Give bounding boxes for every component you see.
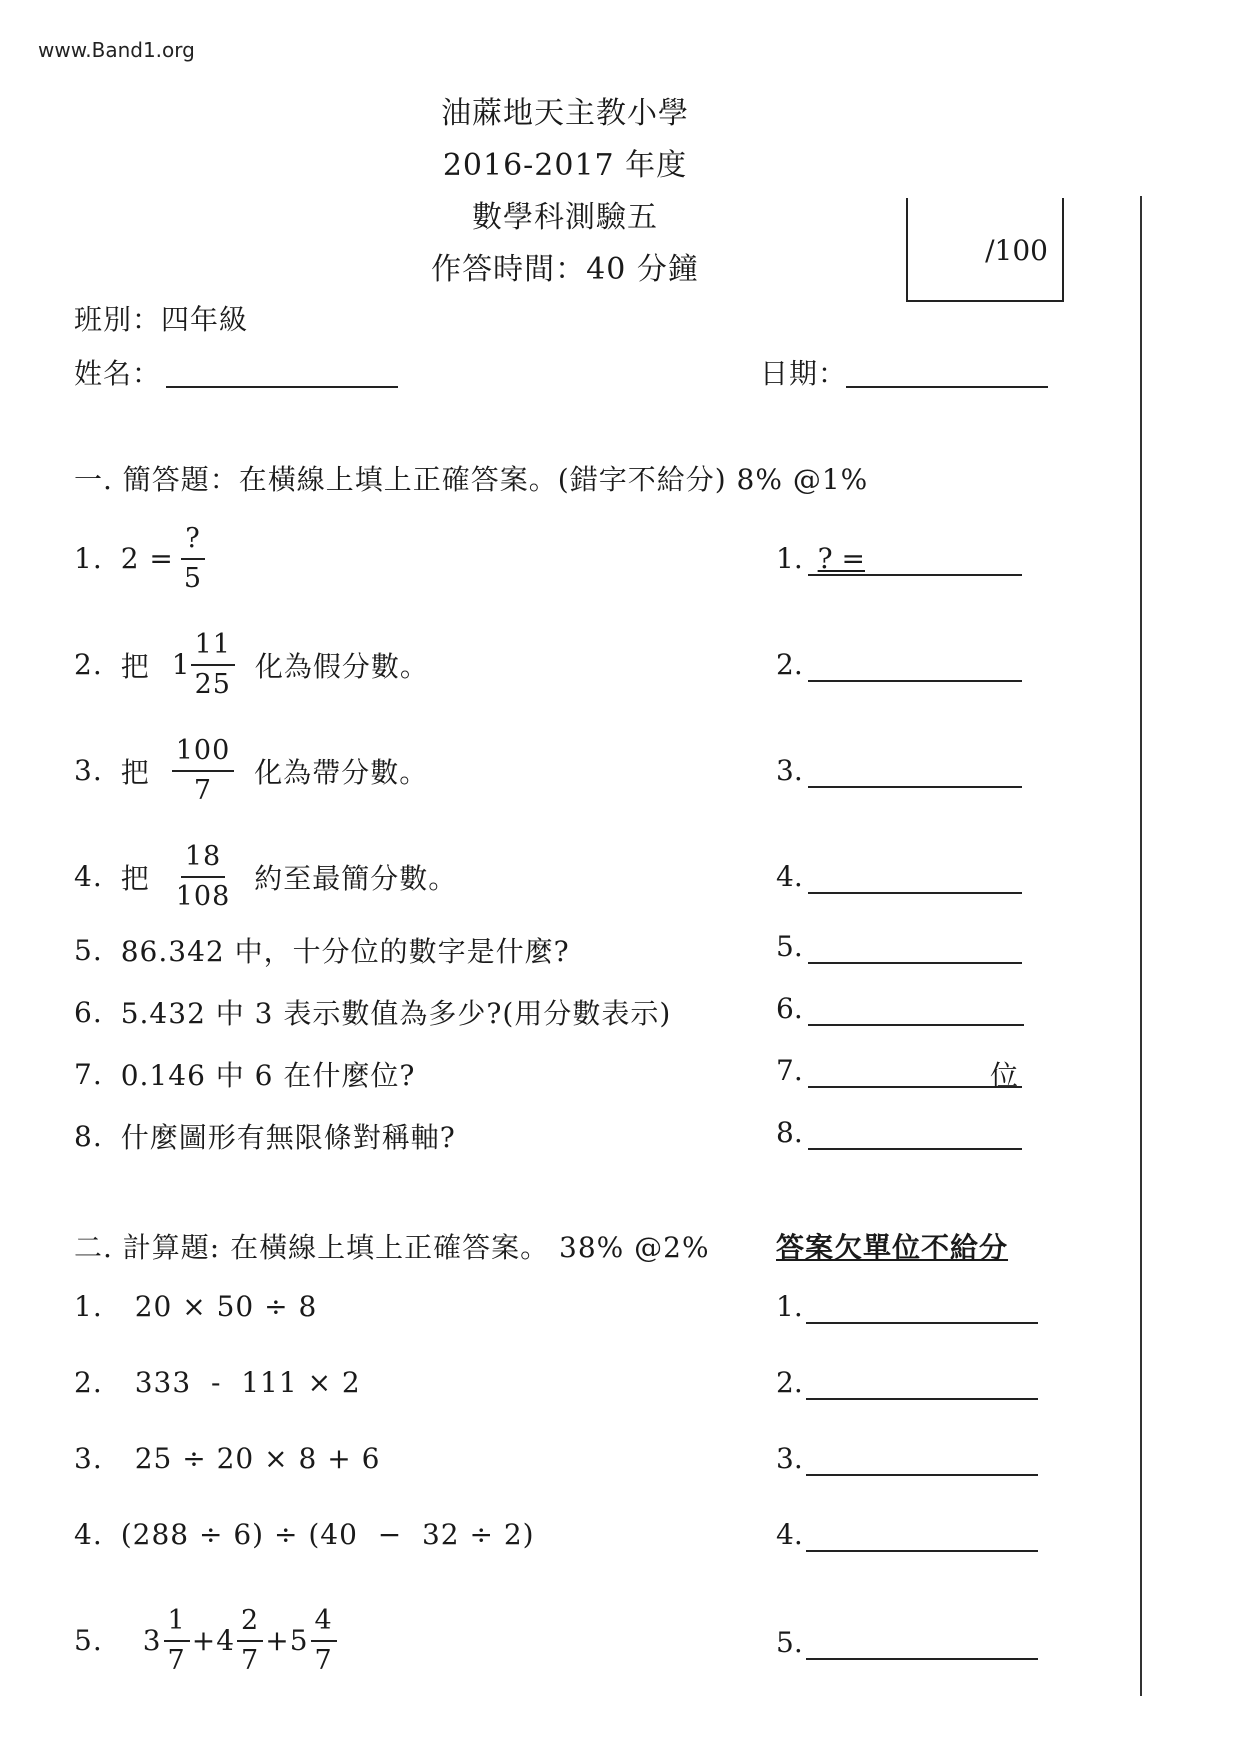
- fraction: $\frac{1}{7}$: [164, 1604, 190, 1678]
- class-label: 班別：四年級: [74, 303, 249, 336]
- s1-question-6: 6. 5.432 中 3 表示數值為多少?(用分數表示): [74, 995, 672, 1030]
- s2-answer-5-label: 5.: [776, 1626, 803, 1659]
- section1-title: 一. 簡答題：在橫線上填上正確答案。(錯字不給分) 8% @1%: [74, 463, 869, 496]
- question-number: 4.: [74, 860, 103, 894]
- s2-answer-3-label: 3.: [776, 1442, 803, 1475]
- fraction: $\frac{2}{7}$: [237, 1604, 263, 1678]
- unit-label: 位: [990, 1059, 1019, 1092]
- watermark: www.Band1.org: [38, 38, 195, 62]
- s2-question-1: 1. 20 × 50 ÷ 8: [74, 1290, 318, 1323]
- date-label: 日期：: [760, 357, 848, 390]
- question-text: 化為假分數。: [254, 649, 429, 683]
- question-text: 約至最簡分數。: [254, 861, 458, 895]
- s2-question-2: 2. 333 - 111 × 2: [74, 1366, 361, 1399]
- score-total: /100: [985, 234, 1048, 267]
- fraction: $\frac{100}{7}$: [172, 734, 235, 808]
- s1-question-1: [74, 522, 212, 596]
- fraction: $\frac{?}{5}$: [180, 522, 206, 596]
- section2-note: 答案欠單位不給分: [776, 1231, 1009, 1264]
- question-text: 化為帶分數。: [254, 755, 429, 789]
- s1-question-8: 8. 什麼圖形有無限條對稱軸?: [74, 1119, 456, 1154]
- s2-question-4: 4. (288 ÷ 6) ÷ (40 − 32 ÷ 2): [74, 1518, 535, 1551]
- s2-question-3: 3. 25 ÷ 20 × 8 + 6: [74, 1442, 381, 1475]
- test-title: 數學科測驗五: [472, 200, 658, 235]
- date-field[interactable]: [846, 386, 1048, 388]
- s1-answer-2-field[interactable]: [808, 680, 1022, 682]
- s2-answer-1-label: 1.: [776, 1290, 803, 1323]
- s1-answer-6-label: 6.: [776, 992, 803, 1025]
- fraction: $\frac{11}{25}$: [191, 628, 235, 702]
- mixed-whole: 1: [171, 648, 191, 682]
- s1-answer-2-label: 2.: [776, 648, 803, 681]
- school-name: 油蔴地天主教小學: [441, 96, 689, 131]
- s2-answer-4-label: 4.: [776, 1518, 803, 1551]
- question-number: 3.: [74, 754, 103, 788]
- question-text: 把: [120, 755, 150, 789]
- s1-answer-1-field[interactable]: [808, 574, 1022, 576]
- s1-question-2: [74, 628, 429, 702]
- s2-answer-4-field[interactable]: [806, 1550, 1038, 1552]
- fraction: $\frac{18}{108}$: [175, 841, 231, 912]
- question-number: 2.: [74, 648, 103, 682]
- s2-answer-3-field[interactable]: [806, 1474, 1038, 1476]
- s1-answer-8-label: 8.: [776, 1116, 803, 1149]
- s1-question-4: [74, 840, 457, 914]
- s1-answer-5-field[interactable]: [808, 962, 1022, 964]
- s1-answer-5-label: 5.: [776, 930, 803, 963]
- question-text: 把: [120, 861, 150, 895]
- fraction: $\frac{4}{7}$: [311, 1604, 337, 1678]
- s1-answer-3-label: 3.: [776, 754, 803, 787]
- s1-answer-4-field[interactable]: [808, 892, 1022, 894]
- s1-answer-8-field[interactable]: [808, 1148, 1022, 1150]
- s1-question-7: 7. 0.146 中 6 在什麼位?: [74, 1057, 416, 1092]
- question-text: 把: [120, 649, 150, 683]
- s2-answer-2-field[interactable]: [806, 1398, 1038, 1400]
- s1-answer-3-field[interactable]: [808, 786, 1022, 788]
- answer-time: 作答時間：40 分鐘: [431, 252, 699, 287]
- s1-answer-4-label: 4.: [776, 860, 803, 893]
- s2-question-5: 5. 3 $\frac{1}{7}$ + 4 $\frac{2}{7}$ + 5 $\frac{4}{7}$: [74, 1604, 339, 1678]
- s1-question-3: [74, 734, 428, 808]
- question-text: 2 =: [120, 542, 174, 576]
- s2-answer-1-field[interactable]: [806, 1322, 1038, 1324]
- s2-answer-5-field[interactable]: [806, 1658, 1038, 1660]
- s1-answer-1-label: 1. ? =: [776, 542, 865, 575]
- name-label: 姓名：: [74, 357, 162, 390]
- s1-answer-6-field[interactable]: [808, 1024, 1024, 1026]
- section2-title: 二. 計算題: 在橫線上填上正確答案。 38% @2%: [74, 1231, 710, 1264]
- name-field[interactable]: [166, 386, 398, 388]
- score-box[interactable]: [906, 198, 1064, 302]
- school-year: 2016-2017 年度: [442, 148, 688, 183]
- page-margin-line: [1140, 196, 1142, 1696]
- s1-answer-7-label: 7.: [776, 1054, 803, 1087]
- s1-question-5: 5. 86.342 中，十分位的數字是什麼?: [74, 933, 570, 968]
- question-number: 1.: [74, 542, 103, 576]
- s2-answer-2-label: 2.: [776, 1366, 803, 1399]
